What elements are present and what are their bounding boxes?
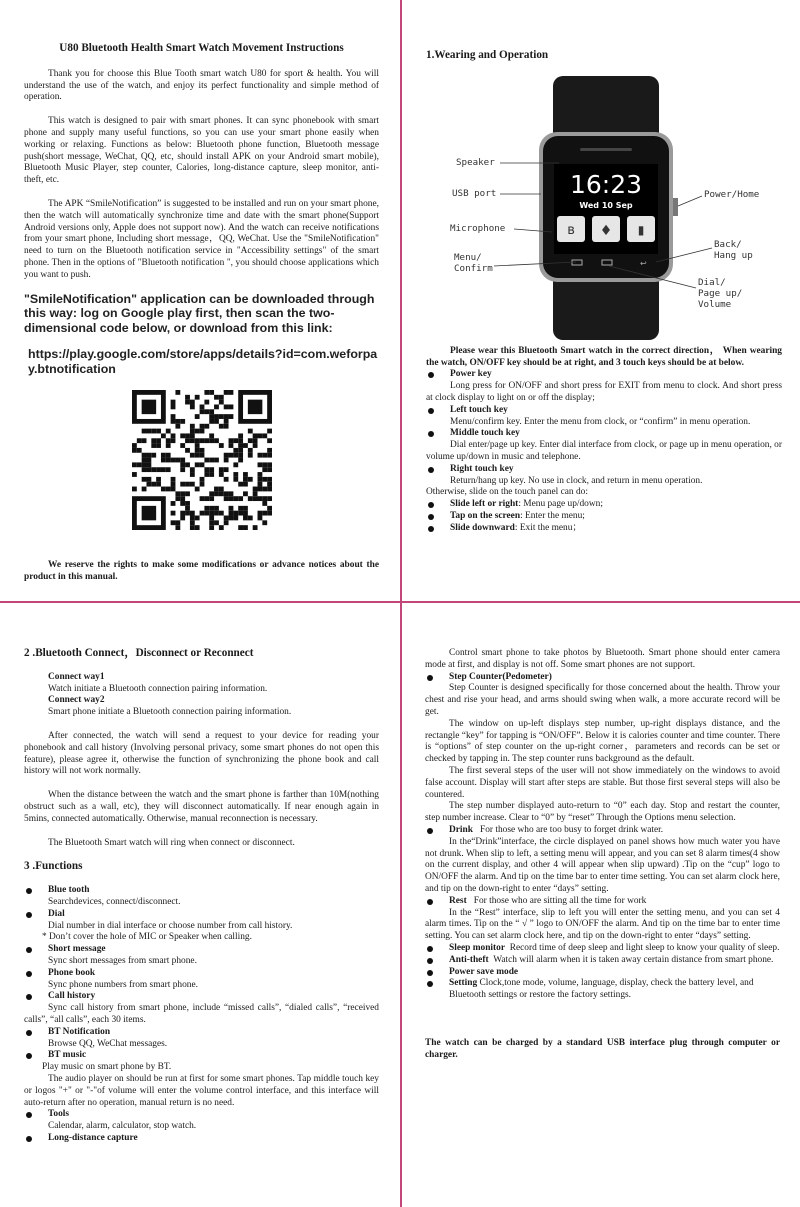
label-hang-up: Hang up — [714, 249, 753, 261]
connect-way1-desc: Watch initiate a Bluetooth connection pairing information. — [48, 683, 268, 694]
watch-time: 16:23 — [569, 169, 643, 199]
function-sleep-monitor: Sleep monitor Record time of deep sleep and light sleep to know your quality of sleep. — [425, 943, 780, 955]
step-paragraph-4: The step number displayed auto-return to “0” each day. Stop and restart the counter, step number increase. Clear to “0” by “reset” Through the Options menu selection. — [425, 801, 780, 824]
apk-paragraph: The APK “SmileNotification” is suggested to be installed and run on your smart phone, then the watch will automatically synchronize time and date with the smart phone(Support Android versions only, Apple does not support now). And the watch can receive notifications from your smart phone, Including short message，QQ, WeChat. Use the "SmileNotification" need to turn on the Bluetooth notification service in "Accessibility settings" of the smart phone. Then in the options of "Bluetooth notification ", you should choose applications which you want to push. — [24, 198, 379, 280]
slide-intro: Otherwise, slide on the touch panel can do: — [426, 487, 588, 498]
rights-notice: We reserve the rights to make some modifications or advance notices about the product in this manual. — [24, 560, 379, 582]
function-call-history-desc: Sync call history from smart phone, include “missed calls”, “dialed calls”, “received calls”, “all calls”, each 30 items. — [24, 1003, 379, 1025]
key-item: Power key — [426, 369, 782, 381]
function-tools: Tools — [24, 1109, 379, 1121]
label-power-home: Power/Home — [704, 188, 760, 200]
label-page-up: Page up/ — [698, 287, 743, 299]
function-dial: Dial — [24, 909, 379, 921]
svg-text:▮: ▮ — [637, 222, 645, 237]
step-paragraph-3: The first several steps of the user will not show immediately on the windows to avoid false account. Display will start after steps are stable. But those first several steps will also be countered. — [425, 765, 780, 800]
watch-date: Wed 10 Sep — [579, 200, 633, 210]
connect-way2-desc: Smart phone initiate a Bluetooth connection pairing information. — [48, 707, 292, 718]
key-item: Right touch key — [426, 464, 782, 476]
pairing-paragraph: This watch is designed to pair with smart phones. It can sync phonebook with smart phone and supply many useful functions, so you can use your smart phone easily when working or relaxing. Functions as below: Bluetooth phone function, Bluetooth message push(short message, WeChat, QQ, etc, should install APK on your Android smart mobile), Bluetooth Music Player, step counter, Calories, long-distance capture, sleep monitor, anti-theft, etc. — [24, 116, 379, 186]
drink-desc: In the“Drink”interface, the circle displayed on panel shows how much water you have not drunk. When slip to left, a setting menu will appear, and you can set 8 alarm times(4 show on the current display, and other 4 will appear when slip upward) .Tip on the “cup” logo to ON/OFF the alarm. And tip on the time bar to enter time setting. You can set alarm clock here, and tip on the down-right to enter “days” setting. — [425, 836, 780, 894]
intro-paragraph: Thank you for choose this Blue Tooth smart watch U80 for sport & health. You will understand the use of the watch, and enjoy its perfect functionality and simple method of operation. — [24, 68, 379, 103]
function-bt-music: BT music — [24, 1050, 379, 1062]
label-menu: Menu/ — [454, 251, 482, 263]
step-paragraph-2: The window on up-left displays step number, up-right displays distance, and the rectangle “key” for tapping is “ON/OFF”. Below it is calories counter and time counter. There is “options” of step counter on the up-right corner，parameters and records can be set or checked by tapping in. The step counter runs background as the default. — [425, 718, 780, 765]
function-bluetooth-desc: Searchdevices, connect/disconnect. — [48, 896, 181, 907]
key-list — [426, 369, 782, 487]
function-call-history: Call history — [24, 991, 379, 1003]
function-setting: Setting Clock,tone mode, volume, language, display, check the battery level, and Bluetooth settings or restore the factory settings. — [425, 978, 780, 1002]
doc-title: U80 Bluetooth Health Smart Watch Movement Instructions — [59, 42, 344, 54]
function-short-message-desc: Sync short messages from smart phone. — [48, 955, 197, 966]
label-microphone: Microphone — [450, 222, 506, 234]
function-rest: Rest For those who are sitting all the time for work — [425, 896, 780, 908]
download-link[interactable]: https://play.google.com/store/apps/details?id=com.weforpay.btnotification — [28, 347, 378, 376]
function-dial-desc: Dial number in dial interface or choose number from call history. — [48, 920, 293, 931]
ring-paragraph: The Bluetooth Smart watch will ring when connect or disconnect. — [48, 837, 295, 848]
slide-item: Slide left or right: Menu page up/down; — [426, 499, 782, 511]
function-tools-desc: Calendar, alarm, calculator, stop watch. — [48, 1121, 197, 1132]
connect-way2-title: Connect way2 — [48, 695, 105, 706]
disconnect-paragraph: When the distance between the watch and the smart phone is farther than 10M(nothing obstruct such as a wall, etc), they will disconnect automatically. If near enough again in 5mins, connected automatically. Otherwise, manual reconnection is necessary. — [24, 790, 379, 824]
section-heading-connect: 2 .Bluetooth Connect，Disconnect or Reconnect — [24, 647, 254, 659]
rest-desc: In the “Rest” interface, slip to left you will enter the setting menu, and you can set 4 alarm times. Tip on the “ √ ” logo to ON/OFF the alarm. And tip on the time bar to enter time setting. You can set alarm clock here, and tip on the down-right to enter “days” setting. — [425, 907, 780, 942]
download-instructions: "SmileNotification" application can be downloaded through this way: log on Google play first, then scan the two-dimensional code below, or download from this link: — [24, 291, 375, 335]
slide-list — [426, 499, 782, 534]
panel-wearing — [401, 0, 800, 602]
svg-text:↩: ↩ — [640, 258, 647, 268]
connect-way1-title: Connect way1 — [48, 671, 105, 682]
key-item: Left touch key — [426, 405, 782, 417]
section-heading-functions: 3 .Functions — [24, 860, 83, 873]
function-bt-music-note: The audio player on should be run at first for some smart phones. Tap middle touch key or logos "+" or "-"of volume will enter the volume control interface, and this interface will auto-return after no operation, manual return is no need. — [24, 1073, 379, 1108]
label-confirm: Confirm — [454, 262, 493, 274]
function-power-save: Power save mode — [425, 967, 780, 979]
key-description: Long press for ON/OFF and short press for EXIT from menu to clock. And short press at clock display to light on or off the display; — [426, 381, 782, 403]
panel-functions-cont — [401, 602, 800, 1207]
step-paragraph-1: Step Counter is designed specifically for those concerned about the health. Throw your chest and rise your head, and arms should swing when walk, a more accurate record will be get. — [425, 683, 780, 717]
key-description: Return/hang up key. No use in clock, and return in menu operation. — [450, 475, 703, 486]
slide-item: Slide downward: Exit the menu； — [426, 523, 782, 535]
key-description: Menu/confirm key. Enter the menu from clock, or “confirm” in menu operation. — [450, 416, 751, 427]
function-bt-music-desc: Play music on smart phone by BT. — [42, 1062, 172, 1073]
slide-item: Tap on the screen: Enter the menu; — [426, 511, 782, 523]
function-phone-book: Phone book — [24, 968, 379, 980]
function-dial-note: * Don’t cover the hole of MIC or Speaker when calling. — [42, 932, 252, 943]
section-heading-wearing: 1.Wearing and Operation — [426, 49, 549, 61]
watch-diagram — [426, 70, 782, 340]
function-bt-notification-desc: Browse QQ, WeChat messages. — [48, 1038, 168, 1049]
panel-connect — [0, 602, 401, 1207]
function-long-distance-capture: Long-distance capture — [24, 1133, 379, 1145]
capture-desc: Control smart phone to take photos by Bluetooth. Smart phone should enter camera mode at first, and display is not off. Some smart phones are not support. — [425, 648, 780, 670]
svg-text:ʙ: ʙ — [567, 222, 575, 238]
function-short-message: Short message — [24, 944, 379, 956]
label-usb-port: USB port — [452, 187, 497, 199]
label-dial: Dial/ — [698, 276, 726, 288]
panel-intro — [0, 0, 401, 602]
label-volume: Volume — [698, 298, 732, 310]
function-step-counter: Step Counter(Pedometer) — [425, 672, 780, 684]
key-item: Middle touch key — [426, 428, 782, 440]
function-bt-notification: BT Notification — [24, 1027, 379, 1039]
function-phone-book-desc: Sync phone numbers from smart phone. — [48, 979, 198, 990]
svg-text:♦: ♦ — [599, 222, 613, 239]
key-description: Dial enter/page up key. Enter dial interface from clock, or page up in menu operation, or volume up/down in music and telephone. — [426, 440, 782, 462]
connect-paragraph: After connected, the watch will send a request to your device for reading your phonebook and call history (Involving personal privacy, some smart phones do not open this feature), please agree it, otherwise the function of synchronizing the phone book and call history will not work normally. — [24, 730, 379, 777]
function-drink: Drink For those who are too busy to forget drink water. — [425, 825, 780, 837]
qr-code[interactable] — [132, 390, 272, 530]
label-back: Back/ — [714, 238, 742, 250]
wearing-direction: Please wear this Bluetooth Smart watch in the correct direction， When wearing the watch, ON/OFF key should be at right, and 3 touch keys should be at below. — [426, 345, 782, 368]
function-anti-theft: Anti-theft Watch will alarm when it is taken away certain distance from smart phone. — [425, 955, 780, 967]
function-bluetooth: Blue tooth — [24, 885, 379, 897]
charging-note: The watch can be charged by a standard USB interface plug through computer or charger. — [425, 1037, 780, 1060]
label-speaker: Speaker — [456, 156, 495, 168]
